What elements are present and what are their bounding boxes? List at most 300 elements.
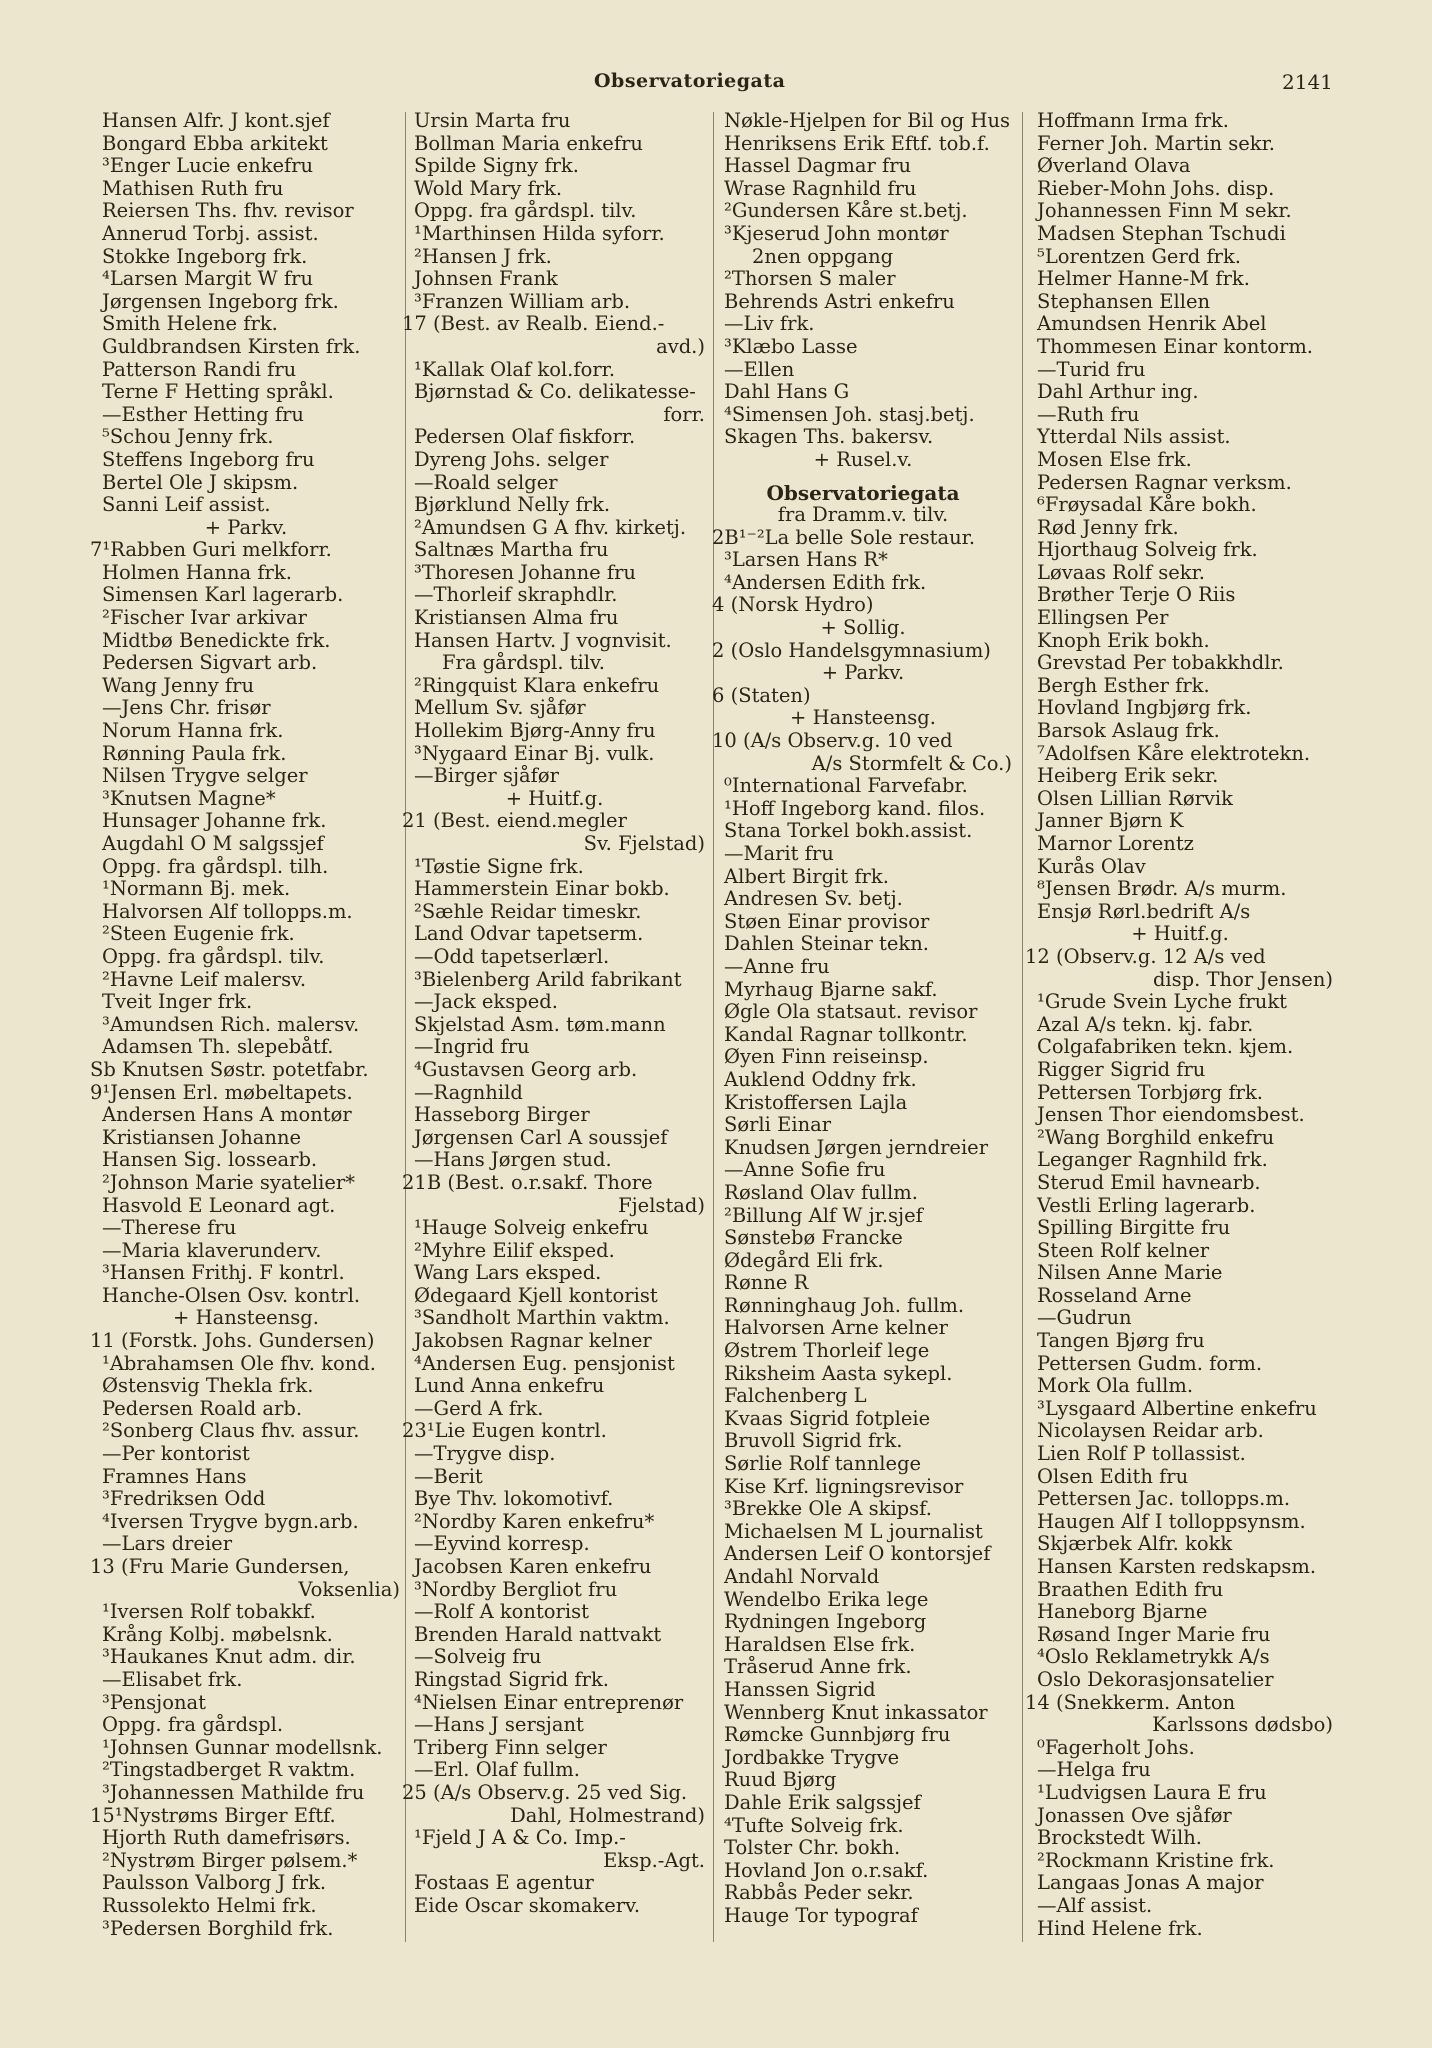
directory-entry: Øgle Ola statsaut. revisor bbox=[724, 1001, 978, 1024]
directory-entry: Oslo Dekorasjonsatelier bbox=[1037, 1668, 1274, 1691]
directory-entry: Dahlen Steinar tekn. bbox=[724, 933, 929, 956]
directory-entry: Grevstad Per tobakkhdlr. bbox=[1037, 652, 1284, 675]
directory-entry: ²Johnson Marie syatelier* bbox=[102, 1171, 355, 1194]
directory-entry: Hammerstein Einar bokb. bbox=[414, 878, 670, 901]
directory-entry: Løvaas Rolf sekr. bbox=[1037, 561, 1205, 584]
directory-entry: Albert Birgit frk. bbox=[724, 865, 889, 888]
directory-entry: Smith Helene frk. bbox=[102, 313, 278, 336]
directory-entry: —Berit bbox=[414, 1465, 483, 1488]
directory-entry: Oppg. fra gårdspl. tilv. bbox=[102, 945, 325, 968]
directory-column-4 bbox=[1025, 110, 1335, 1940]
directory-entry: Pedersen Olaf fiskforr. bbox=[414, 426, 636, 449]
directory-entry: Nøkle-Hjelpen for Bil og Hus bbox=[724, 110, 1011, 132]
directory-entry: Kise Krf. ligningsrevisor bbox=[724, 1475, 964, 1498]
directory-entry: 4 (Norsk Hydro) bbox=[712, 594, 874, 617]
directory-entry: Halvorsen Alf tollopps.m. bbox=[102, 900, 353, 923]
directory-entry: Ferner Joh. Martin sekr. bbox=[1037, 132, 1275, 155]
directory-entry: Steen Rolf kelner bbox=[1037, 1239, 1210, 1262]
directory-entry: —Ingrid fru bbox=[414, 1036, 530, 1059]
directory-entry: —Erl. Olaf fullm. bbox=[414, 1759, 580, 1782]
directory-entry: Hovland Ingbjørg frk. bbox=[1037, 697, 1252, 720]
directory-entry: Barsok Aslaug frk. bbox=[1037, 720, 1220, 743]
directory-entry: Hasseborg Birger bbox=[414, 1104, 590, 1127]
directory-entry: Triberg Finn selger bbox=[414, 1736, 607, 1759]
directory-entry: Sterud Emil havnearb. bbox=[1037, 1171, 1261, 1194]
directory-entry: Tolster Chr. bokh. bbox=[724, 1837, 901, 1860]
directory-entry: ¹Fjeld J A & Co. Imp.- bbox=[414, 1827, 626, 1850]
directory-entry: 17 (Best. av Realb. Eiend.- bbox=[402, 313, 665, 336]
directory-entry: ¹Iversen Rolf tobakkf. bbox=[102, 1601, 316, 1624]
directory-entry: Johnsen Frank bbox=[414, 268, 558, 291]
directory-entry: ³Enger Lucie enkefru bbox=[102, 155, 314, 178]
directory-entry: ⁴Larsen Margit W fru bbox=[102, 268, 314, 291]
directory-entry: Falchenberg L bbox=[724, 1385, 867, 1408]
directory-entry: Krång Kolbj. møbelsnk. bbox=[102, 1623, 333, 1646]
directory-entry: Røsland Olav fullm. bbox=[724, 1181, 918, 1204]
directory-entry: Pedersen Roald arb. bbox=[102, 1397, 303, 1420]
directory-entry: Tråserud Anne frk. bbox=[724, 1656, 912, 1679]
directory-entry: Saltnæs Martha fru bbox=[414, 539, 609, 562]
directory-entry: Ensjø Rørl.bedrift A/s bbox=[1037, 900, 1251, 923]
directory-entry: ²Havne Leif malersv. bbox=[102, 968, 307, 991]
directory-entry: —Per kontorist bbox=[102, 1443, 250, 1466]
directory-entry: —Turid fru bbox=[1037, 358, 1146, 381]
directory-entry: Amundsen Henrik Abel bbox=[1037, 313, 1267, 336]
directory-entry: ⁴Iversen Trygve bygn.arb. bbox=[102, 1510, 359, 1533]
directory-entry: Pedersen Sigvart arb. bbox=[102, 652, 318, 675]
directory-entry: ³Nordby Bergliot fru bbox=[414, 1578, 618, 1601]
directory-entry: Bruvoll Sigrid frk. bbox=[724, 1430, 903, 1453]
directory-entry: Ødegaard Kjell kontorist bbox=[414, 1284, 658, 1307]
directory-entry: Brøther Terje O Riis bbox=[1037, 584, 1236, 607]
directory-entry: —Thorleif skraphdlr. bbox=[414, 584, 618, 607]
directory-entry: 23¹Lie Eugen kontrl. bbox=[402, 1420, 607, 1443]
directory-entry: ³Amundsen Rich. malersv. bbox=[102, 1013, 360, 1036]
directory-entry: —Therese fru bbox=[102, 1217, 237, 1240]
directory-entry: Kandal Ragnar tollkontr. bbox=[724, 1023, 968, 1046]
directory-entry: Bongard Ebba arkitekt bbox=[102, 132, 328, 155]
directory-entry: Hjorthaug Solveig frk. bbox=[1037, 539, 1258, 562]
directory-entry: Jensen Thor eiendomsbest. bbox=[1037, 1104, 1305, 1127]
directory-entry: ³Nygaard Einar Bj. vulk. bbox=[414, 742, 655, 765]
directory-entry: Marnor Lorentz bbox=[1037, 833, 1194, 855]
directory-entry: Rømcke Gunnbjørg fru bbox=[724, 1724, 951, 1747]
directory-entry: Pettersen Jac. tollopps.m. bbox=[1037, 1488, 1291, 1511]
directory-entry: 21 (Best. eiend.megler bbox=[402, 810, 627, 833]
cross-street-marker: + Huitf.g. bbox=[1131, 923, 1229, 946]
directory-entry: Wang Lars eksped. bbox=[414, 1262, 602, 1285]
directory-entry: Norum Hanna frk. bbox=[102, 720, 284, 743]
directory-entry: Sb Knutsen Søstr. potetfabr. bbox=[90, 1058, 369, 1081]
directory-entry: disp. Thor Jensen) bbox=[1152, 968, 1333, 991]
directory-entry: ²Fischer Ivar arkivar bbox=[102, 607, 307, 630]
directory-entry: Paulsson Valborg J frk. bbox=[102, 1872, 327, 1895]
directory-entry: avd.) bbox=[656, 335, 705, 358]
directory-entry: Wennberg Knut inkassator bbox=[724, 1701, 988, 1724]
directory-entry: Rød Jenny frk. bbox=[1037, 516, 1179, 539]
directory-entry: Rydningen Ingeborg bbox=[724, 1611, 927, 1634]
directory-entry: Rieber-Mohn Johs. disp. bbox=[1037, 177, 1275, 200]
directory-entry: Mellum Sv. sjåfør bbox=[414, 697, 586, 720]
directory-entry: —Jens Chr. frisør bbox=[102, 697, 271, 720]
directory-entry: ²Nordby Karen enkefru* bbox=[414, 1510, 655, 1533]
directory-entry: Røsand Inger Marie fru bbox=[1037, 1623, 1271, 1646]
directory-entry: —Maria klaverunderv. bbox=[102, 1239, 322, 1262]
directory-entry: Langaas Jonas A major bbox=[1037, 1872, 1264, 1895]
directory-entry: ¹Hoff Ingeborg kand. filos. bbox=[724, 797, 986, 820]
directory-entry: ³Thoresen Johanne fru bbox=[414, 561, 636, 584]
directory-entry: Bjørnstad & Co. delikatesse- bbox=[414, 381, 696, 404]
directory-entry: 10 (A/s Observ.g. 10 ved bbox=[712, 730, 953, 753]
directory-entry: —Ellen bbox=[724, 358, 795, 381]
directory-entry: —Hans J sersjant bbox=[414, 1714, 584, 1737]
directory-entry: Hunsager Johanne frk. bbox=[102, 810, 327, 833]
directory-entry: Mathisen Ruth fru bbox=[102, 177, 284, 200]
directory-entry: ³Brekke Ole A skipsf. bbox=[724, 1498, 932, 1521]
directory-entry: —Eyvind korresp. bbox=[414, 1533, 590, 1556]
directory-column-3 bbox=[712, 110, 1014, 1928]
directory-entry: ³Hansen Frithj. F kontrl. bbox=[102, 1262, 345, 1285]
directory-entry: ³Franzen William arb. bbox=[414, 290, 631, 313]
directory-entry: ²Amundsen G A fhv. kirketj. bbox=[414, 516, 687, 539]
column-divider bbox=[1022, 112, 1023, 1942]
directory-entry: Dahl Arthur ing. bbox=[1037, 381, 1199, 404]
directory-entry: Haneborg Bjarne bbox=[1037, 1601, 1208, 1624]
directory-entry: Rønning Paula frk. bbox=[102, 742, 287, 765]
directory-entry: Haugen Alf I tolloppsynsm. bbox=[1037, 1510, 1306, 1533]
directory-entry: Midtbø Benedickte frk. bbox=[102, 629, 331, 652]
directory-entry: ²Tingstadberget R vaktm. bbox=[102, 1759, 356, 1782]
directory-entry: —Hans Jørgen stud. bbox=[414, 1149, 612, 1172]
directory-entry: ³Klæbo Lasse bbox=[724, 335, 858, 358]
directory-entry: Andahl Norvald bbox=[724, 1566, 880, 1588]
cross-street-marker: + Parkv. bbox=[204, 516, 288, 539]
directory-entry: ⁴Gustavsen Georg arb. bbox=[414, 1058, 638, 1081]
directory-entry: Haraldsen Else frk. bbox=[724, 1633, 916, 1656]
directory-entry: ¹Tøstie Signe frk. bbox=[414, 855, 584, 878]
directory-entry: ¹Abrahamsen Ole fhv. kond. bbox=[102, 1352, 376, 1375]
directory-entry: —Jack eksped. bbox=[414, 991, 558, 1014]
directory-entry: Wang Jenny fru bbox=[102, 674, 255, 697]
directory-entry: ²Hansen J frk. bbox=[414, 245, 552, 268]
directory-entry: ¹Johnsen Gunnar modellsnk. bbox=[102, 1736, 383, 1759]
directory-entry: ⁸Jensen Brødr. A/s murm. bbox=[1037, 878, 1287, 901]
directory-entry: —Lars dreier bbox=[102, 1533, 233, 1556]
directory-entry: Østrem Thorleif lege bbox=[724, 1340, 930, 1363]
directory-entry: Øverland Olava bbox=[1037, 155, 1191, 178]
directory-entry: Wold Mary frk. bbox=[414, 177, 563, 200]
directory-entry: Ellingsen Per bbox=[1037, 607, 1169, 630]
directory-entry: Adamsen Th. slepebåtf. bbox=[102, 1036, 334, 1059]
directory-entry: Hauge Tor typograf bbox=[724, 1904, 918, 1927]
directory-entry: Voksenlia) bbox=[298, 1578, 400, 1601]
directory-entry: Hollekim Bjørg-Anny fru bbox=[414, 720, 656, 743]
directory-entry: ⁴Andersen Edith frk. bbox=[724, 571, 927, 594]
directory-entry: Wrase Ragnhild fru bbox=[724, 177, 917, 200]
directory-entry: 2 (Oslo Handelsgymnasium) bbox=[712, 639, 991, 662]
directory-entry: ³Kjeserud John montør bbox=[724, 222, 949, 245]
directory-entry: Michaelsen M L journalist bbox=[724, 1520, 983, 1543]
directory-entry: ³Knutsen Magne* bbox=[102, 787, 276, 810]
directory-entry: —Rolf A kontorist bbox=[414, 1601, 589, 1624]
directory-entry: Spilde Signy frk. bbox=[414, 155, 579, 178]
directory-entry: Mosen Else frk. bbox=[1037, 448, 1192, 471]
directory-entry: Simensen Karl lagerarb. bbox=[102, 584, 344, 607]
directory-entry: Bertel Ole J skipsm. bbox=[102, 471, 299, 494]
directory-entry: Bergh Esther frk. bbox=[1037, 674, 1210, 697]
cross-street-marker: + Hansteensg. bbox=[790, 707, 936, 730]
directory-entry: Fostaas E agentur bbox=[414, 1872, 594, 1895]
directory-entry: Sv. Fjelstad) bbox=[583, 833, 705, 855]
directory-entry: ¹Kallak Olaf kol.forr. bbox=[414, 358, 616, 381]
directory-entry: Hovland Jon o.r.sakf. bbox=[724, 1859, 929, 1882]
directory-entry: —Roald selger bbox=[414, 471, 558, 494]
directory-entry: Brenden Harald nattvakt bbox=[414, 1623, 662, 1646]
directory-entry: Janner Bjørn K bbox=[1037, 810, 1184, 833]
directory-column-1 bbox=[90, 110, 402, 1940]
cross-street-marker: fra Dramm.v. tilv. bbox=[777, 504, 949, 527]
cross-street-marker: + Huitf.g. bbox=[505, 787, 604, 810]
directory-entry: Thommesen Einar kontorm. bbox=[1037, 335, 1314, 358]
directory-entry: Oppg. fra gårdspl. tilv. bbox=[414, 200, 637, 223]
directory-entry: Ringstad Sigrid frk. bbox=[414, 1668, 609, 1691]
directory-entry: Sanni Leif assist. bbox=[102, 494, 271, 517]
directory-entry: Russolekto Helmi frk. bbox=[102, 1894, 317, 1917]
directory-entry: ¹Ludvigsen Laura E fru bbox=[1037, 1781, 1267, 1804]
directory-entry: Jørgensen Carl A soussjef bbox=[414, 1126, 668, 1149]
directory-entry: Karlssons dødsbo) bbox=[1152, 1714, 1333, 1737]
directory-entry: Hanche-Olsen Osv. kontrl. bbox=[102, 1284, 361, 1307]
directory-entry: Kvaas Sigrid fotpleie bbox=[724, 1407, 931, 1430]
directory-entry: Fra gårdspl. tilv. bbox=[442, 652, 605, 675]
directory-entry: Dahl Hans G bbox=[724, 381, 850, 404]
directory-entry: 7¹Rabben Guri melkforr. bbox=[90, 539, 332, 562]
directory-entry: Jørgensen Ingeborg frk. bbox=[102, 290, 339, 313]
directory-entry: ¹Grude Svein Lyche frukt bbox=[1037, 991, 1287, 1014]
directory-entry: Kristiansen Alma fru bbox=[414, 607, 619, 630]
directory-entry: Colgafabriken tekn. kjem. bbox=[1037, 1036, 1294, 1059]
directory-entry: Jacobsen Karen enkefru bbox=[414, 1556, 652, 1578]
directory-column-2 bbox=[402, 110, 707, 1918]
directory-entry: Bollman Maria enkefru bbox=[414, 132, 643, 155]
directory-entry: —Gudrun bbox=[1037, 1307, 1132, 1330]
directory-entry: Spilling Birgitte fru bbox=[1037, 1217, 1231, 1240]
directory-entry: Olsen Lillian Rørvik bbox=[1037, 787, 1233, 810]
directory-entry: 25 (A/s Observ.g. 25 ved Sig. bbox=[402, 1781, 688, 1804]
directory-entry: Olsen Edith fru bbox=[1037, 1465, 1189, 1488]
directory-entry: Johannessen Finn M sekr. bbox=[1037, 200, 1292, 223]
directory-entry: Skjærbek Alfr. kokk bbox=[1037, 1533, 1233, 1556]
directory-entry: 6 (Staten) bbox=[712, 684, 811, 707]
directory-entry: Eide Oscar skomakerv. bbox=[414, 1894, 641, 1917]
directory-entry: Hanssen Sigrid bbox=[724, 1678, 876, 1701]
directory-entry: ²Billung Alf W jr.sjef bbox=[724, 1204, 923, 1227]
directory-entry: 9¹Jensen Erl. møbeltapets. bbox=[90, 1081, 353, 1104]
directory-entry: Hansen Hartv. J vognvisit. bbox=[414, 629, 672, 652]
directory-entry: Knudsen Jørgen jerndreier bbox=[724, 1136, 989, 1159]
directory-entry: Dyreng Johs. selger bbox=[414, 448, 609, 471]
directory-entry: Myrhaug Bjarne sakf. bbox=[724, 978, 938, 1001]
directory-entry: —Ruth fru bbox=[1037, 403, 1140, 426]
directory-entry: Behrends Astri enkefru bbox=[724, 290, 955, 313]
directory-entry: ⁷Adolfsen Kåre elektrotekn. bbox=[1037, 742, 1311, 765]
directory-entry: ³Larsen Hans R* bbox=[724, 549, 888, 572]
directory-entry: —Liv frk. bbox=[724, 313, 815, 336]
directory-entry: —Odd tapetserlærl. bbox=[414, 945, 610, 968]
directory-entry: 21B (Best. o.r.sakf. Thore bbox=[402, 1171, 653, 1194]
directory-entry: Steffens Ingeborg fru bbox=[102, 448, 315, 471]
directory-entry: Ursin Marta fru bbox=[414, 110, 571, 132]
directory-entry: ⁶Frøysadal Kåre bokh. bbox=[1037, 494, 1257, 517]
directory-entry: Ytterdal Nils assist. bbox=[1037, 426, 1231, 449]
directory-entry: —Anne fru bbox=[724, 955, 830, 978]
directory-entry: Kristoffersen Lajla bbox=[724, 1091, 908, 1114]
directory-entry: Hoffmann Irma frk. bbox=[1037, 110, 1229, 132]
directory-entry: Oppg. fra gårdspl. bbox=[102, 1714, 284, 1737]
directory-entry: Dahl, Holmestrand) bbox=[510, 1804, 705, 1827]
directory-entry: Hassel Dagmar fru bbox=[724, 155, 912, 178]
directory-entry: Guldbrandsen Kirsten frk. bbox=[102, 335, 361, 358]
directory-entry: ³Fredriksen Odd bbox=[102, 1488, 266, 1511]
directory-entry: Bjørklund Nelly frk. bbox=[414, 494, 611, 517]
directory-entry: ³Bielenberg Arild fabrikant bbox=[414, 968, 682, 991]
directory-entry: Rønninghaug Joh. fullm. bbox=[724, 1294, 965, 1317]
directory-entry: ⁰Fagerholt Johs. bbox=[1037, 1736, 1195, 1759]
directory-entry: —Alf assist. bbox=[1037, 1894, 1153, 1917]
cross-street-marker: + Sollig. bbox=[820, 617, 906, 640]
directory-entry: A/s Stormfelt & Co.) bbox=[811, 752, 1012, 775]
directory-entry: ⁴Andersen Eug. pensjonist bbox=[414, 1352, 675, 1375]
directory-entry: Leganger Ragnhild frk. bbox=[1037, 1149, 1268, 1172]
directory-entry: Andresen Sv. betj. bbox=[724, 888, 903, 911]
directory-entry: Fjelstad) bbox=[618, 1194, 705, 1217]
directory-entry: ²Thorsen S maler bbox=[724, 268, 896, 291]
directory-entry: Hasvold E Leonard agt. bbox=[102, 1194, 336, 1217]
directory-entry: ²Sonberg Claus fhv. assur. bbox=[102, 1420, 360, 1443]
directory-entry: ²Rockmann Kristine frk. bbox=[1037, 1849, 1275, 1872]
directory-entry: 14 (Snekkerm. Anton bbox=[1025, 1691, 1236, 1714]
directory-entry: ³Pensjonat bbox=[102, 1691, 206, 1714]
directory-entry: ²Sæhle Reidar timeskr. bbox=[414, 900, 642, 923]
directory-entry: ²Steen Eugenie frk. bbox=[102, 923, 295, 946]
directory-entry: ⁴Nielsen Einar entreprenør bbox=[414, 1691, 684, 1714]
directory-entry: Land Odvar tapetserm. bbox=[414, 923, 644, 946]
directory-entry: ²Gundersen Kåre st.betj. bbox=[724, 200, 968, 223]
directory-entry: Rønne R bbox=[724, 1272, 809, 1295]
directory-entry: Annerud Torbj. assist. bbox=[102, 222, 319, 245]
directory-entry: Andersen Hans A montør bbox=[102, 1104, 352, 1127]
directory-entry: ³Johannessen Mathilde fru bbox=[102, 1781, 365, 1804]
directory-entry: —Solveig fru bbox=[414, 1646, 542, 1669]
directory-entry: —Ragnhild bbox=[414, 1081, 523, 1104]
directory-entry: ²Nystrøm Birger pølsem.* bbox=[102, 1849, 358, 1872]
directory-entry: Hind Helene frk. bbox=[1037, 1917, 1203, 1940]
directory-entry: Augdahl O M salgssjef bbox=[102, 833, 324, 855]
directory-entry: Holmen Hanna frk. bbox=[102, 561, 292, 584]
directory-entry: Reiersen Ths. fhv. revisor bbox=[102, 200, 354, 223]
cross-street-marker: + Parkv. bbox=[821, 662, 905, 685]
directory-entry: Stephansen Ellen bbox=[1037, 290, 1211, 313]
directory-entry: Dahle Erik salgssjef bbox=[724, 1791, 921, 1814]
directory-entry: Patterson Randi fru bbox=[102, 358, 297, 381]
directory-entry: Jakobsen Ragnar kelner bbox=[414, 1330, 652, 1353]
directory-entry: ⁵Schou Jenny frk. bbox=[102, 426, 274, 449]
directory-entry: Skjelstad Asm. tøm.mann bbox=[414, 1013, 666, 1036]
directory-entry: 2nen oppgang bbox=[752, 245, 894, 268]
directory-entry: Kurås Olav bbox=[1037, 855, 1146, 878]
directory-entry: Tveit Inger frk. bbox=[102, 991, 253, 1014]
directory-entry: Hansen Sig. lossearb. bbox=[102, 1149, 318, 1172]
directory-entry: Bye Thv. lokomotivf. bbox=[414, 1488, 614, 1511]
directory-entry: Jonassen Ove sjåfør bbox=[1037, 1804, 1232, 1827]
directory-entry: Pettersen Torbjørg frk. bbox=[1037, 1081, 1264, 1104]
directory-entry: —Esther Hetting fru bbox=[102, 403, 304, 426]
directory-entry: Tangen Bjørg fru bbox=[1037, 1330, 1205, 1353]
directory-entry: ⁴Oslo Reklametrykk A/s bbox=[1037, 1646, 1270, 1669]
directory-entry: Hansen Alfr. J kont.sjef bbox=[102, 110, 330, 132]
directory-entry: Helmer Hanne-M frk. bbox=[1037, 268, 1250, 291]
directory-entry: Hjorth Ruth damefrisørs. bbox=[102, 1827, 351, 1850]
directory-entry: Hansen Karsten redskapsm. bbox=[1037, 1556, 1317, 1578]
directory-entry: Stana Torkel bokh.assist. bbox=[724, 820, 973, 843]
directory-entry: ²Wang Borghild enkefru bbox=[1037, 1126, 1275, 1149]
directory-entry: ³Pedersen Borghild frk. bbox=[102, 1917, 334, 1940]
directory-entry: Rosseland Arne bbox=[1037, 1284, 1192, 1307]
directory-entry: —Trygve disp. bbox=[414, 1443, 556, 1466]
directory-entry: —Marit fru bbox=[724, 843, 834, 865]
directory-entry: ¹Marthinsen Hilda syforr. bbox=[414, 222, 665, 245]
directory-entry: Nilsen Anne Marie bbox=[1037, 1262, 1223, 1285]
directory-entry: Wendelbo Erika lege bbox=[724, 1588, 929, 1611]
directory-entry: Kristiansen Johanne bbox=[102, 1126, 302, 1149]
directory-entry: Azal A/s tekn. kj. fabr. bbox=[1037, 1013, 1254, 1036]
directory-entry: 12 (Observ.g. 12 A/s ved bbox=[1025, 945, 1266, 968]
directory-entry: Jordbakke Trygve bbox=[724, 1746, 900, 1769]
directory-entry: Henriksens Erik Eftf. tob.f. bbox=[724, 132, 990, 155]
directory-entry: Ruud Bjørg bbox=[724, 1769, 837, 1792]
directory-entry: 13 (Fru Marie Gundersen, bbox=[90, 1556, 350, 1578]
directory-entry: 15¹Nystrøms Birger Eftf. bbox=[90, 1804, 336, 1827]
directory-entry: —Birger sjåfør bbox=[414, 765, 559, 788]
directory-entry: Andersen Leif O kontorsjef bbox=[724, 1543, 991, 1566]
directory-entry: Knoph Erik bokh. bbox=[1037, 629, 1210, 652]
directory-entry: ³Lysgaard Albertine enkefru bbox=[1037, 1397, 1317, 1420]
page-number: 2141 bbox=[1282, 70, 1333, 94]
directory-entry: Vestli Erling lagerarb. bbox=[1037, 1194, 1256, 1217]
directory-entry: ⁵Lorentzen Gerd frk. bbox=[1037, 245, 1242, 268]
directory-entry: ²Myhre Eilif eksped. bbox=[414, 1239, 615, 1262]
directory-entry: Auklend Oddny frk. bbox=[724, 1068, 917, 1091]
directory-entry: ⁴Simensen Joh. stasj.betj. bbox=[724, 403, 975, 426]
directory-entry: Lien Rolf P tollassist. bbox=[1037, 1443, 1246, 1466]
directory-entry: —Elisabet frk. bbox=[102, 1668, 243, 1691]
directory-entry: ³Haukanes Knut adm. dir. bbox=[102, 1646, 356, 1669]
directory-entry: ¹Normann Bj. mek. bbox=[102, 878, 291, 901]
running-head: Observatoriegata bbox=[594, 70, 786, 92]
directory-entry: Rigger Sigrid fru bbox=[1037, 1058, 1206, 1081]
section-heading: Observatoriegata bbox=[766, 481, 960, 505]
directory-entry: Pettersen Gudm. form. bbox=[1037, 1352, 1263, 1375]
directory-entry: 2B¹⁻²La belle Sole restaur. bbox=[712, 526, 976, 549]
directory-entry: Mork Ola fullm. bbox=[1037, 1375, 1194, 1398]
directory-entry: Støen Einar provisor bbox=[724, 910, 930, 933]
directory-entry: —Anne Sofie fru bbox=[724, 1159, 886, 1182]
directory-entry: —Gerd A frk. bbox=[414, 1397, 544, 1420]
directory-entry: Framnes Hans bbox=[102, 1465, 247, 1488]
directory-entry: Østensvig Thekla frk. bbox=[102, 1375, 314, 1398]
directory-entry: Lund Anna enkefru bbox=[414, 1375, 605, 1398]
directory-entry: ¹Hauge Solveig enkefru bbox=[414, 1217, 649, 1240]
